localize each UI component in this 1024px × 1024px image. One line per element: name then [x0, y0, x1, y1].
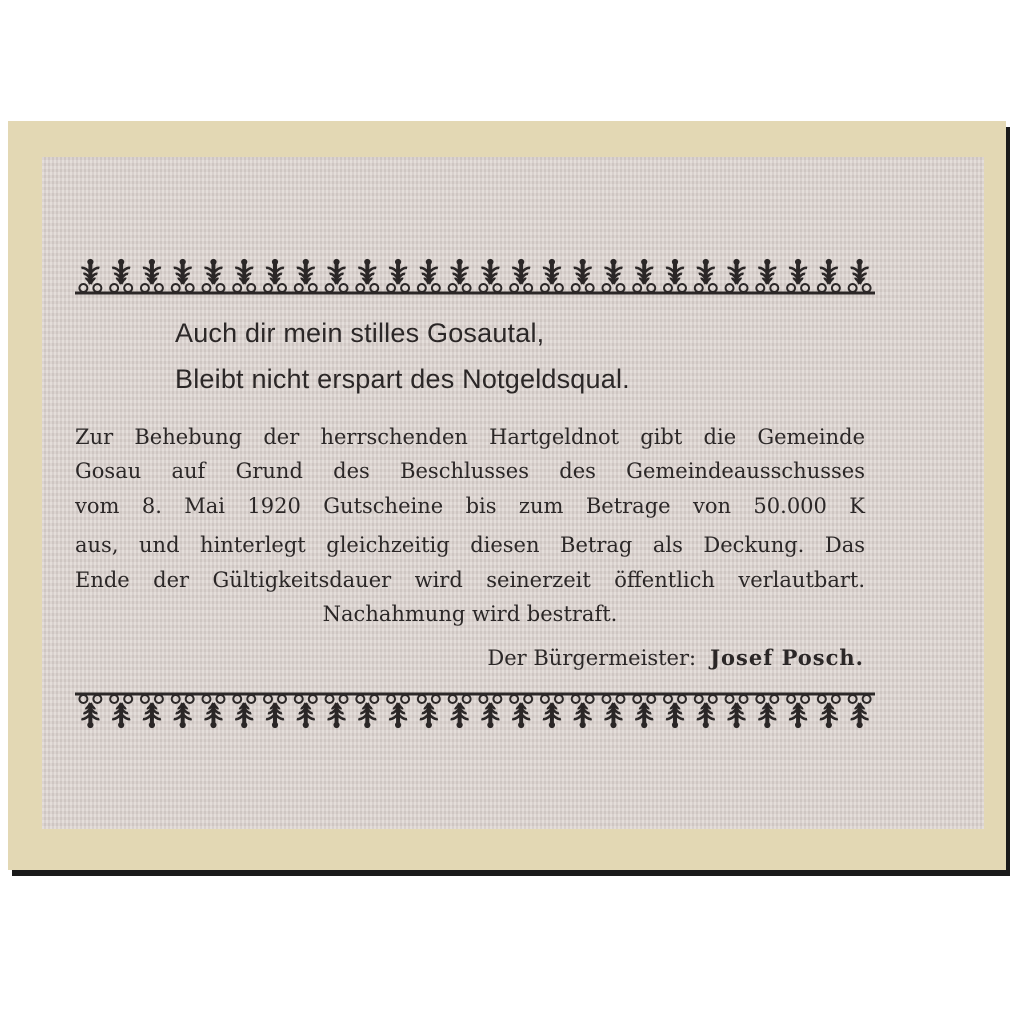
- palmette-icon: [690, 693, 722, 728]
- palmette-icon: [197, 693, 229, 728]
- palmette-icon: [505, 259, 537, 294]
- palmette-icon: [567, 259, 599, 294]
- palmette-icon: [228, 693, 260, 728]
- counterfeit-warning: Nachahmung wird bestraft.: [322, 602, 618, 626]
- ornament-border-bottom-icon: [75, 690, 875, 730]
- palmette-icon: [413, 259, 445, 294]
- palmette-icon: [321, 259, 353, 294]
- palmette-icon: [628, 693, 660, 728]
- verse-line-1: Auch dir mein stilles Gosautal,: [175, 318, 545, 348]
- palmette-icon: [136, 693, 168, 728]
- palmette-icon: [382, 693, 414, 728]
- body-line: Zur Behebung der herrschenden Hartgeldnot gibt die Gemeinde: [75, 425, 865, 449]
- body-line: aus, und hinterlegt gleichzeitig diesen Betrag als Deckung. Das: [75, 533, 865, 557]
- palmette-icon: [844, 693, 875, 728]
- palmette-icon: [321, 693, 353, 728]
- palmette-icon: [75, 693, 106, 728]
- palmette-icon: [413, 693, 445, 728]
- palmette-icon: [782, 693, 814, 728]
- signature-name: Josef Posch.: [710, 645, 864, 670]
- palmette-icon: [690, 259, 722, 294]
- palmette-icon: [751, 259, 783, 294]
- palmette-icon: [813, 259, 845, 294]
- palmette-icon: [228, 259, 260, 294]
- palmette-icon: [351, 259, 383, 294]
- palmette-icon: [597, 259, 629, 294]
- palmette-icon: [444, 259, 476, 294]
- palmette-icon: [474, 259, 506, 294]
- ornament-border-top-icon: [75, 257, 875, 297]
- body-line: Gosau auf Grund des Beschlusses des Gemeindeausschusses: [75, 459, 865, 483]
- palmette-icon: [197, 259, 229, 294]
- palmette-icon: [75, 259, 106, 294]
- palmette-icon: [782, 259, 814, 294]
- palmette-icon: [105, 693, 137, 728]
- palmette-icon: [167, 259, 199, 294]
- palmette-icon: [813, 693, 845, 728]
- palmette-icon: [351, 693, 383, 728]
- verse-line-2: Bleibt nicht erspart des Notgeldsqual.: [175, 364, 630, 394]
- palmette-icon: [259, 259, 291, 294]
- palmette-icon: [136, 259, 168, 294]
- body-line: vom 8. Mai 1920 Gutscheine bis zum Betrage von 50.000 K: [75, 494, 865, 518]
- palmette-icon: [290, 259, 322, 294]
- palmette-icon: [628, 259, 660, 294]
- palmette-icon: [567, 693, 599, 728]
- palmette-icon: [659, 693, 691, 728]
- palmette-icon: [751, 693, 783, 728]
- palmette-icon: [167, 693, 199, 728]
- palmette-icon: [721, 259, 753, 294]
- palmette-icon: [259, 693, 291, 728]
- signature-title: Der Bürgermeister:: [487, 646, 697, 670]
- palmette-icon: [597, 693, 629, 728]
- palmette-icon: [444, 693, 476, 728]
- palmette-icon: [105, 259, 137, 294]
- palmette-icon: [505, 693, 537, 728]
- palmette-icon: [290, 693, 322, 728]
- signature-line: [487, 645, 864, 670]
- body-line: Ende der Gültigkeitsdauer wird seinerzeit öffentlich verlautbart.: [75, 568, 865, 592]
- palmette-icon: [844, 259, 875, 294]
- palmette-icon: [536, 693, 568, 728]
- palmette-icon: [721, 693, 753, 728]
- palmette-icon: [474, 693, 506, 728]
- palmette-icon: [382, 259, 414, 294]
- palmette-icon: [659, 259, 691, 294]
- palmette-icon: [536, 259, 568, 294]
